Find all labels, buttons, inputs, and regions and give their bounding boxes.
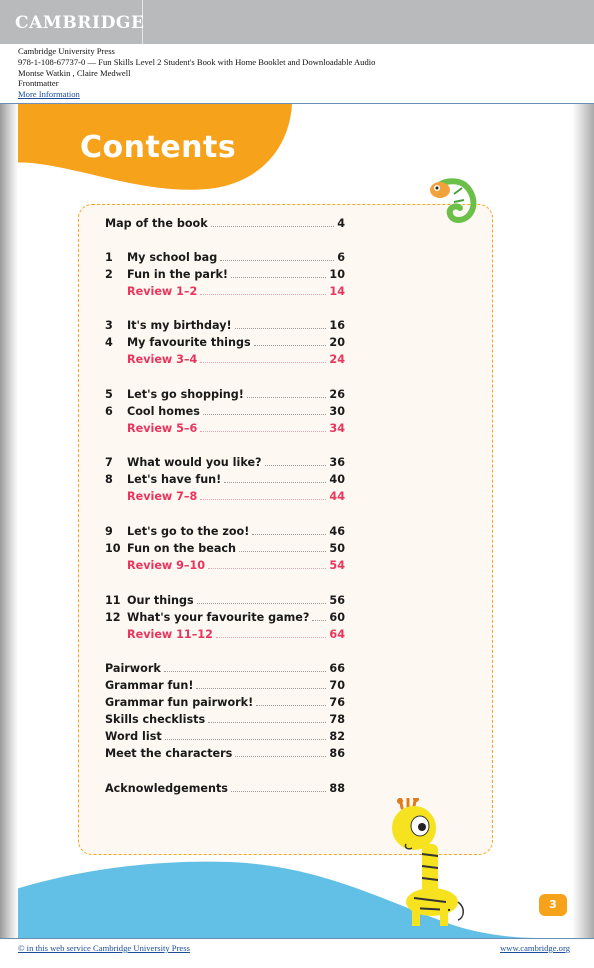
toc-row bbox=[105, 251, 345, 265]
toc-page-number: 44 bbox=[329, 490, 345, 503]
footer-divider bbox=[0, 938, 594, 939]
toc-leader-dots bbox=[231, 782, 326, 792]
toc-row bbox=[105, 473, 345, 487]
toc-leader-dots bbox=[256, 696, 326, 706]
toc-title: Our things bbox=[127, 594, 194, 607]
toc-unit-number: 1 bbox=[105, 251, 113, 264]
toc-title: Review 11–12 bbox=[127, 628, 213, 641]
toc-leader-dots bbox=[216, 628, 327, 638]
toc-page-number: 6 bbox=[337, 251, 345, 264]
toc-row bbox=[105, 456, 345, 470]
toc-page-number: 54 bbox=[329, 559, 345, 572]
toc-page-number: 24 bbox=[329, 353, 345, 366]
toc-page-number: 4 bbox=[337, 217, 345, 230]
toc-unit-number: 5 bbox=[105, 388, 113, 401]
toc-page-number: 50 bbox=[329, 542, 345, 555]
toc-review-row bbox=[105, 422, 345, 436]
toc-unit-number: 2 bbox=[105, 268, 113, 281]
toc-leader-dots bbox=[247, 388, 327, 398]
toc-leader-dots bbox=[208, 713, 326, 723]
toc-leader-dots bbox=[312, 611, 326, 621]
toc-title: What's your favourite game? bbox=[127, 611, 310, 624]
toc-row bbox=[105, 679, 345, 693]
toc-page-number: 78 bbox=[329, 713, 345, 726]
toc-leader-dots bbox=[252, 525, 326, 535]
toc-page-number: 26 bbox=[329, 388, 345, 401]
toc-page-number: 70 bbox=[329, 679, 345, 692]
toc-leader-dots bbox=[231, 268, 326, 278]
toc-row bbox=[105, 388, 345, 402]
cambridge-website-link[interactable]: www.cambridge.org bbox=[500, 943, 570, 953]
toc-row bbox=[105, 730, 345, 744]
toc-leader-dots bbox=[200, 490, 326, 500]
toc-page-number: 40 bbox=[329, 473, 345, 486]
toc-unit-number: 4 bbox=[105, 336, 113, 349]
toc-title: Grammar fun! bbox=[105, 679, 194, 692]
toc-page-number: 56 bbox=[329, 594, 345, 607]
toc-title: My favourite things bbox=[127, 336, 251, 349]
toc-title: Review 1–2 bbox=[127, 285, 198, 298]
toc-leader-dots bbox=[197, 594, 327, 604]
toc-title: Map of the book bbox=[105, 217, 208, 230]
authors-text: Montse Watkin , Claire Medwell bbox=[18, 67, 131, 78]
toc-title: Cool homes bbox=[127, 405, 200, 418]
toc-title: Review 9–10 bbox=[127, 559, 206, 572]
chameleon-icon bbox=[424, 172, 486, 230]
toc-row bbox=[105, 319, 345, 333]
toc-row bbox=[105, 713, 345, 727]
toc-page-number: 86 bbox=[329, 747, 345, 760]
toc-leader-dots bbox=[200, 285, 326, 295]
toc-row bbox=[105, 405, 345, 419]
page-heading: Contents bbox=[80, 130, 237, 165]
toc-title: Let's go to the zoo! bbox=[127, 525, 250, 538]
toc-leader-dots bbox=[208, 559, 326, 569]
toc-page-number: 36 bbox=[329, 456, 345, 469]
toc-leader-dots bbox=[239, 542, 326, 552]
isbn-title-text: 978-1-108-67737-0 — Fun Skills Level 2 Student's Book with Home Booklet and Downloadable Audio bbox=[18, 56, 376, 67]
toc-title: Let's have fun! bbox=[127, 473, 222, 486]
toc-row bbox=[105, 525, 345, 539]
toc-title: Skills checklists bbox=[105, 713, 206, 726]
toc-unit-number: 6 bbox=[105, 405, 113, 418]
toc-row bbox=[105, 217, 345, 231]
toc-leader-dots bbox=[164, 662, 327, 672]
toc-leader-dots bbox=[203, 405, 327, 415]
top-banner bbox=[0, 0, 594, 44]
toc-title: My school bag bbox=[127, 251, 218, 264]
toc-row bbox=[105, 268, 345, 282]
toc-review-row bbox=[105, 490, 345, 504]
toc-page-number: 30 bbox=[329, 405, 345, 418]
toc-unit-number: 12 bbox=[105, 611, 121, 624]
toc-title: Review 5–6 bbox=[127, 422, 198, 435]
page-number-badge: 3 bbox=[539, 894, 567, 916]
toc-leader-dots bbox=[220, 251, 334, 261]
more-information-link[interactable]: More Information bbox=[18, 89, 80, 100]
toc-page-number: 88 bbox=[329, 782, 345, 795]
toc-page-number: 76 bbox=[329, 696, 345, 709]
toc-row bbox=[105, 611, 345, 625]
cambridge-logo[interactable]: CAMBRIDGE bbox=[15, 13, 145, 33]
copyright-link[interactable]: © in this web service Cambridge University Press bbox=[18, 943, 190, 953]
toc-leader-dots bbox=[211, 217, 335, 227]
giraffe-icon bbox=[384, 798, 480, 928]
book-meta bbox=[18, 46, 375, 100]
toc-leader-dots bbox=[196, 679, 326, 689]
toc-leader-dots bbox=[235, 747, 326, 757]
toc-title: Let's go shopping! bbox=[127, 388, 244, 401]
toc-leader-dots bbox=[265, 456, 327, 466]
toc-page-number: 46 bbox=[329, 525, 345, 538]
toc-unit-number: 11 bbox=[105, 594, 121, 607]
toc-review-row bbox=[105, 559, 345, 573]
page-right-shadow bbox=[572, 104, 594, 938]
toc-unit-number: 7 bbox=[105, 456, 113, 469]
toc-title: Fun in the park! bbox=[127, 268, 229, 281]
publisher-text: Cambridge University Press bbox=[18, 46, 115, 56]
toc-page-number: 66 bbox=[329, 662, 345, 675]
toc-row bbox=[105, 696, 345, 710]
toc-row bbox=[105, 594, 345, 608]
toc-title: Review 7–8 bbox=[127, 490, 198, 503]
toc-review-row bbox=[105, 628, 345, 642]
toc-row bbox=[105, 782, 345, 796]
toc-leader-dots bbox=[224, 473, 326, 483]
toc-title: What would you like? bbox=[127, 456, 262, 469]
toc-leader-dots bbox=[254, 336, 327, 346]
toc-leader-dots bbox=[200, 353, 326, 363]
toc-page-number: 60 bbox=[329, 611, 345, 624]
toc-leader-dots bbox=[235, 319, 327, 329]
logo-box[interactable] bbox=[0, 0, 143, 44]
toc-page-number: 20 bbox=[329, 336, 345, 349]
toc-page-number: 34 bbox=[329, 422, 345, 435]
toc-page-number: 82 bbox=[329, 730, 345, 743]
page-left-shadow bbox=[0, 104, 18, 938]
toc-page-number: 10 bbox=[329, 268, 345, 281]
toc-row bbox=[105, 662, 345, 676]
toc-review-row bbox=[105, 285, 345, 299]
toc-row bbox=[105, 747, 345, 761]
toc-leader-dots bbox=[200, 422, 326, 432]
toc-row bbox=[105, 336, 345, 350]
toc-row bbox=[105, 542, 345, 556]
toc-unit-number: 3 bbox=[105, 319, 113, 332]
toc-unit-number: 10 bbox=[105, 542, 121, 555]
toc-leader-dots bbox=[165, 730, 327, 740]
toc-review-row bbox=[105, 353, 345, 367]
toc-page-number: 64 bbox=[329, 628, 345, 641]
toc-page-number: 16 bbox=[329, 319, 345, 332]
toc-title: Fun on the beach bbox=[127, 542, 236, 555]
toc-title: Grammar fun pairwork! bbox=[105, 696, 254, 709]
section-text: Frontmatter bbox=[18, 78, 59, 89]
toc-title: Word list bbox=[105, 730, 162, 743]
toc-unit-number: 8 bbox=[105, 473, 113, 486]
toc-unit-number: 9 bbox=[105, 525, 113, 538]
toc-title: Acknowledgements bbox=[105, 782, 228, 795]
toc-title: It's my birthday! bbox=[127, 319, 232, 332]
toc-title: Review 3–4 bbox=[127, 353, 198, 366]
toc-page-number: 14 bbox=[329, 285, 345, 298]
toc-title: Pairwork bbox=[105, 662, 161, 675]
toc-title: Meet the characters bbox=[105, 747, 233, 760]
